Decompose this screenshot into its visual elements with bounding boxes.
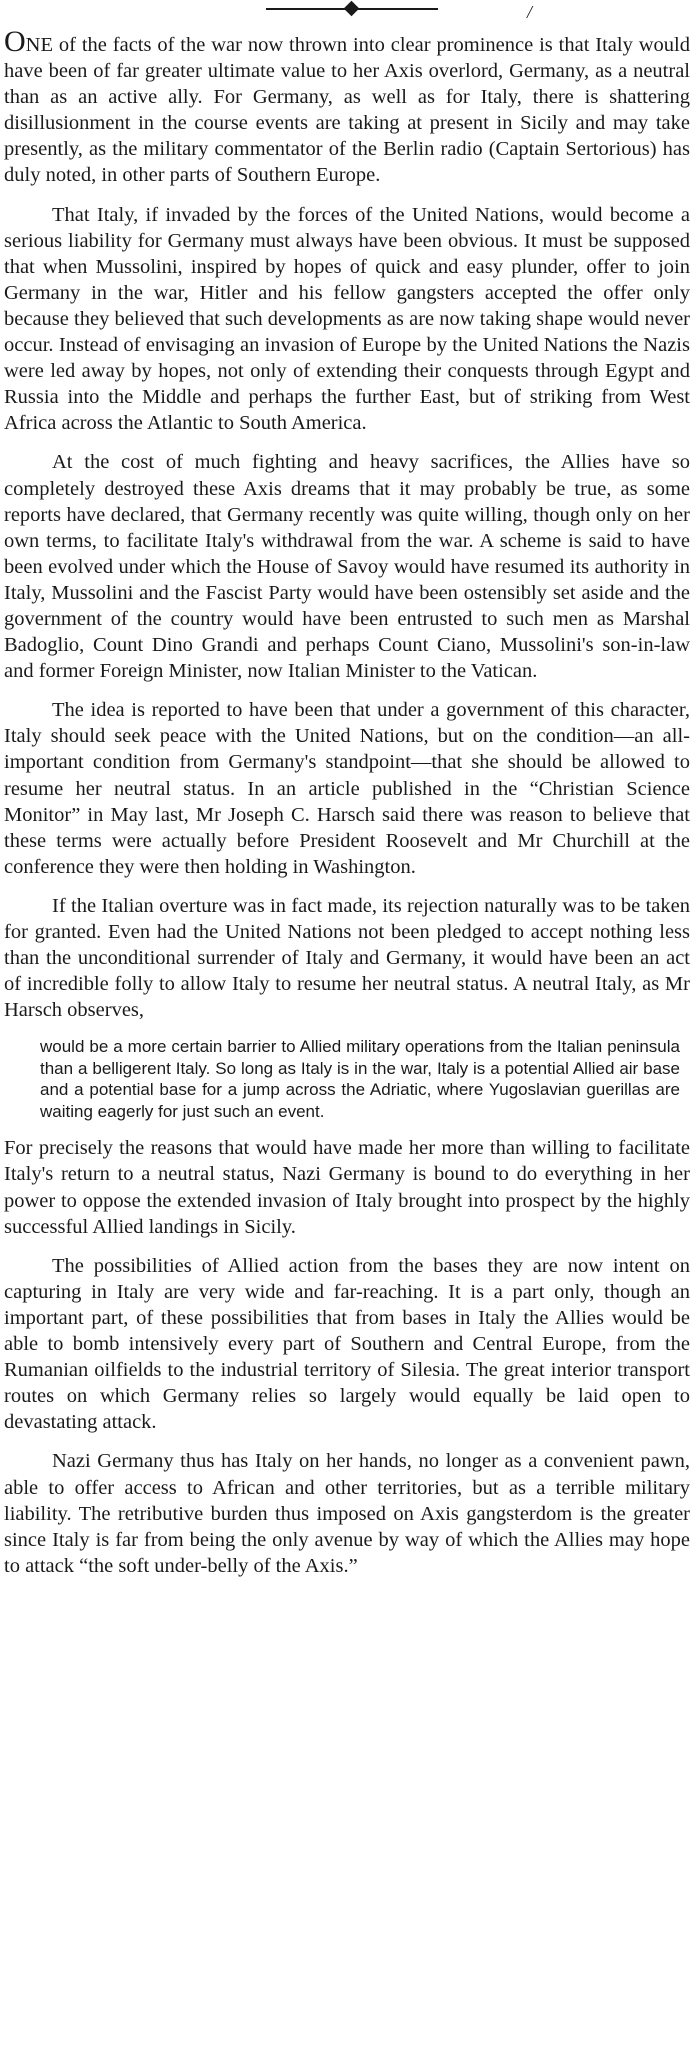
paragraph-1 — [4, 25, 690, 189]
editorial-article — [4, 25, 690, 1579]
diamond-icon — [344, 1, 360, 17]
header-ornament — [4, 0, 690, 22]
block-quote: would be a more certain barrier to Allied military operations from the Italian peninsula than a belligerent Italy. So long as Italy is in the war, Italy is a potential Allied air base and a potential base for a jump across the Adriatic, where Yugoslavian guerillas are waiting eagerly for just such an event. — [40, 1037, 680, 1121]
paragraph-6: For precisely the reasons that would have made her more than willing to facilitate Italy's return to a neutral status, Nazi Germany is bound to do everything in her power to oppose the extended invasion of Italy brought into prospect by the highly successful Allied landings in Sicily. — [4, 1137, 690, 1238]
paragraph-2: That Italy, if invaded by the forces of the United Nations, would become a serious liability for Germany must always have been obvious. It must be supposed that when Mussolini, inspired by hopes of quick and easy plunder, offer to join Germany in the war, Hitler and his fellow gangsters accepted the offer only because they believed that such developments as are now taking shape would never occur. Instead of envisaging an invasion of Europe by the United Nations the Nazis were led away by hopes, not only of extending their conquests through Egypt and Russia into the Middle and perhaps the further East, but of striking from West Africa across the Atlantic to South America. — [4, 203, 690, 435]
drop-cap: O — [4, 25, 26, 58]
corner-mark: / — [527, 2, 533, 22]
paragraph-8: Nazi Germany thus has Italy on her hands, no longer as a convenient pawn, able to offer access to African and other territories, but as a terrible military liability. The retributive burden thus imposed on Axis gangsterdom is the greater since Italy is far from being the only avenue by way of which the Allies may hope to attack “the soft under-belly of the Axis.” — [4, 1450, 690, 1577]
paragraph-5: If the Italian overture was in fact made, its rejection naturally was to be taken for granted. Even had the United Nations not been pledged to accept nothing less than the unconditional surrender of Italy and Germany, it would have been an act of incredible folly to allow Italy to resume her neutral status. A neutral Italy, as Mr Harsch observes, — [4, 894, 690, 1022]
paragraph-1-text: NE of the facts of the war now thrown into clear prominence is that Italy would have been of far greater ultimate value to her Axis overlord, Germany, as a neutral than as an active ally. For Germany, as well as for Italy, there is shattering disillusionment in the course events are taking at present in Sicily and may take presently, as the military commentator of the Berlin radio (Captain Sertorious) has duly noted, in other parts of Southern Europe. — [4, 34, 690, 187]
paragraph-4: The idea is reported to have been that under a government of this character, Italy should seek peace with the United Nations, but on the condition—an all-important condition from Germany's standpoint—that she should be allowed to resume her neutral status. In an article published in the “Christian Science Monitor” in May last, Mr Joseph C. Harsch said there was reason to believe that these terms were actually before President Roosevelt and Mr Churchill at the conference they were then holding in Washington. — [4, 699, 690, 878]
paragraph-7: The possibilities of Allied action from the bases they are now intent on capturing in Italy are very wide and far-reaching. It is a part only, though an important part, of these possibilities that from bases in Italy the Allies would be able to bomb intensively every part of Southern and Central Europe, from the Rumanian oilfields to the industrial territory of Silesia. The great interior transport routes on which Germany relies so largely would equally be laid open to devastating attack. — [4, 1254, 690, 1434]
paragraph-3: At the cost of much fighting and heavy sacrifices, the Allies have so completely destroyed these Axis dreams that it may probably be true, as some reports have declared, that Germany recently was quite willing, though only on her own terms, to facilitate Italy's withdrawal from the war. A scheme is said to have been evolved under which the House of Savoy would have resumed its authority in Italy, Mussolini and the Fascist Party would have been ostensibly set aside and the government of the country would have been entrusted to such men as Marshal Badoglio, Count Dino Grandi and perhaps Count Ciano, Mussolini's son-in-law and former Foreign Minister, now Italian Minister to the Vatican. — [4, 451, 690, 683]
